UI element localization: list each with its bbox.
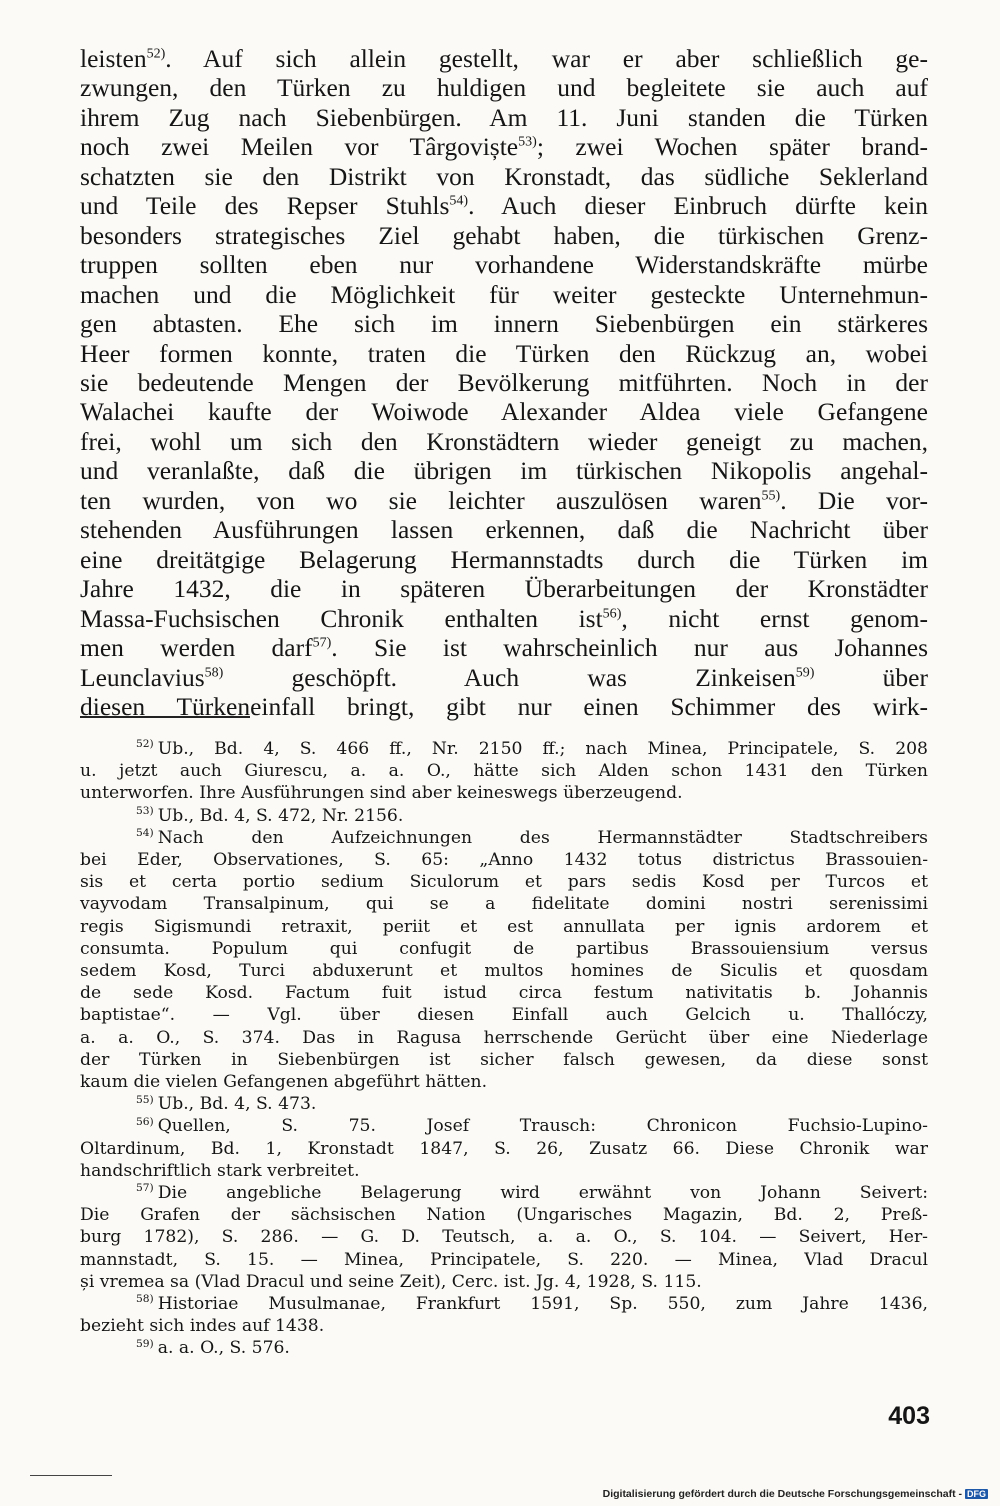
text-line: leisten$^{52)}$. Auf sich allein gestellt, war er aber schließlich ge- [80,44,928,73]
footnote [80,1115,928,1182]
footnote [80,805,928,827]
footnote-line: kaum die vielen Gefangenen abgeführt hätten. [80,1072,488,1093]
text-line: eine dreitätgige Belagerung Hermannstadts durch die Türken im [80,544,928,574]
footnote-line: unterworfen. Ihre Ausführungen sind aber keineswegs überzeugend. [80,783,683,804]
footnote-number: 56) [136,1114,154,1128]
text-line: zwungen, den Türken zu huldigen und begleitete sie auch auf [80,73,928,103]
footnote-number: 52) [136,737,154,751]
footnote-ref: 53) [518,134,537,150]
text-line: schatzten sie den Distrikt von Kronstadt, das südliche Seklerland [80,161,928,191]
footnotes [80,738,928,1360]
text-line: men werden darf$^{57)}$. Sie ist wahrscheinlich nur aus Johannes [80,633,928,663]
text-line: Leunclavius$^{58)}$ geschöpft. Auch was Zinkeisen$^{59)}$ über [80,662,928,692]
footnote-number: 59) [136,1336,154,1350]
footnote-line: $^{56)}$ Quellen, S. 75. Josef Trausch: Chronicon Fuchsio-Lupino- [136,1114,928,1137]
dfg-logo: DFG [967,1489,986,1499]
text-line: machen und die Möglichkeit für weiter gesteckte Unternehmun- [80,279,928,309]
footnote-line: handschriftlich stark verbreitet. [80,1160,360,1181]
text-line: gen abtasten. Ehe sich im innern Siebenbürgen ein stärkeres [80,309,928,339]
footnote-line: der Türken in Siebenbürgen ist sicher falsch gewesen, da diese sonst [80,1049,928,1070]
digitization-credit [603,1488,988,1500]
footnote-number: 54) [136,826,154,840]
footnote-line: $^{54)}$ Nach den Aufzeichnungen des Hermannstädter Stadtschreibers [136,826,928,848]
footnote-line: $^{57)}$ Die angebliche Belagerung wird erwähnt von Johann Seivert: [136,1181,928,1204]
footnote [80,1182,928,1293]
text-line: truppen sollten eben nur vorhandene Widerstandskräfte mürbe [80,250,928,280]
footnote-number: 57) [136,1181,154,1195]
footnote-line: Die Grafen der sächsischen Nation (Ungarisches Magazin, Bd. 2, Preß- [80,1205,928,1226]
footnote-number: 53) [136,803,154,817]
footnote [80,827,928,1093]
footnote-number: 58) [136,1292,154,1306]
footnote-line: $^{58)}$ Historiae Musulmanae, Frankfurt 1591, Sp. 550, zum Jahre 1436, [136,1292,928,1315]
footnote-line: și vremea sa (Vlad Dracul und seine Zeit), Cerc. ist. Jg. 4, 1928, S. 115. [80,1271,702,1292]
footnote [80,738,928,805]
footnote-line: $^{53)}$ Ub., Bd. 4, S. 472, Nr. 2156. [136,803,404,826]
footnote-line: mannstadt, S. 15. — Minea, Principatele, S. 220. — Minea, Vlad Dracul [80,1249,928,1270]
footnote-line: bei Eder, Observationes, S. 65: „Anno 1432 totus districtus Brassouien- [80,850,928,871]
footnote-line: bezieht sich indes auf 1438. [80,1316,325,1337]
footnote-ref: 52) [146,46,166,62]
footnote-line: a. a. O., S. 374. Das in Ragusa herrschende Gerücht über eine Niederlage [80,1027,928,1048]
footnote [80,1293,928,1337]
text-line: frei, wohl um sich den Kronstädtern wieder geneigt zu machen, [80,426,928,456]
footnote-line: $^{59)}$ a. a. O., S. 576. [136,1336,290,1359]
footnote-ref: 58) [204,665,224,681]
bottom-rule [30,1475,112,1476]
text-line: und Teile des Repser Stuhls$^{54)}$. Auch dieser Einbruch dürfte kein [80,191,928,221]
text-line: und veranlaßte, daß die übrigen im türkischen Nikopolis angehal- [80,456,928,486]
text-line: stehenden Ausführungen lassen erkennen, daß die Nachricht über [80,515,928,545]
footnote-line: u. jetzt auch Giurescu, a. a. O., hätte sich Alden schon 1431 den Türken [80,761,928,782]
footnote-ref: 56) [602,606,622,622]
footnote-line: Oltardinum, Bd. 1, Kronstadt 1847, S. 26, Zusatz 66. Diese Chronik war [80,1138,928,1159]
text-line: sie bedeutende Mengen der Bevölkerung mitführten. Noch in der [80,367,928,397]
credit-text: Digitalisierung gefördert durch die Deutsche Forschungsgemeinschaft - [602,1488,962,1500]
footnote-line: baptistae“. — Vgl. über diesen Einfall auch Gelcich u. Thallóczy, [80,1005,928,1026]
footnote [80,1093,928,1115]
footnote-ref: 57) [312,635,332,651]
text-line: ihrem Zug nach Siebenbürgen. Am 11. Juni standen die Türken [80,102,928,132]
footnote-line: burg 1782), S. 286. — G. D. Teutsch, a. a. O., S. 104. — Seivert, Her- [80,1227,928,1248]
text-line: Heer formen konnte, traten die Türken den Rückzug an, wobei [80,338,928,368]
text-line: diesen Türkeneinfall bringt, gibt nur einen Schimmer des wirk- [80,691,928,721]
footnote-separator [80,716,250,718]
text-line: ten wurden, von wo sie leichter auszulösen waren$^{55)}$. Die vor- [80,485,928,515]
footnote-line: de sede Kosd. Factum fuit istud circa festum nativitatis b. Johannis [80,983,928,1004]
footnote-line: sedem Kosd, Turci abduxerunt et multos homines de Siculis et quosdam [80,961,928,982]
footnote-line: $^{55)}$ Ub., Bd. 4, S. 473. [136,1092,317,1115]
footnote-line: $^{52)}$ Ub., Bd. 4, S. 466 ff., Nr. 2150 ff.; nach Minea, Principatele, S. 208 [136,737,928,759]
text-line: Massa-Fuchsischen Chronik enthalten ist$^{56)}$, nicht ernst genom- [80,603,928,633]
footnote-line: consumta. Populum qui confugit de partibus Brassouiensium versus [80,938,928,959]
text-line: noch zwei Meilen vor Târgoviște$^{53)}$; zwei Wochen später brand- [80,132,928,162]
main-text [80,44,928,721]
text-line: Walachei kaufte der Woiwode Alexander Aldea viele Gefangene [80,397,928,427]
text-line: Jahre 1432, die in späteren Überarbeitungen der Kronstädter [80,574,928,604]
page-number: 403 [888,1402,930,1430]
footnote-line: regis Sigismundi retraxit, periit et est annullata per ignis ardorem et [80,916,928,937]
footnote [80,1337,928,1359]
text-line: besonders strategisches Ziel gehabt haben, die türkischen Grenz- [80,220,928,250]
footnote-ref: 54) [449,193,469,209]
footnote-number: 55) [136,1092,154,1106]
footnote-line: sis et certa portio sedium Siculorum et pars sedis Kosd per Turcos et [80,872,928,893]
footnote-line: vayvodam Transalpinum, qui se a fidelitate domini nostri serenissimi [80,894,928,915]
footnote-ref: 55) [761,488,781,504]
footnote-ref: 59) [795,665,815,681]
